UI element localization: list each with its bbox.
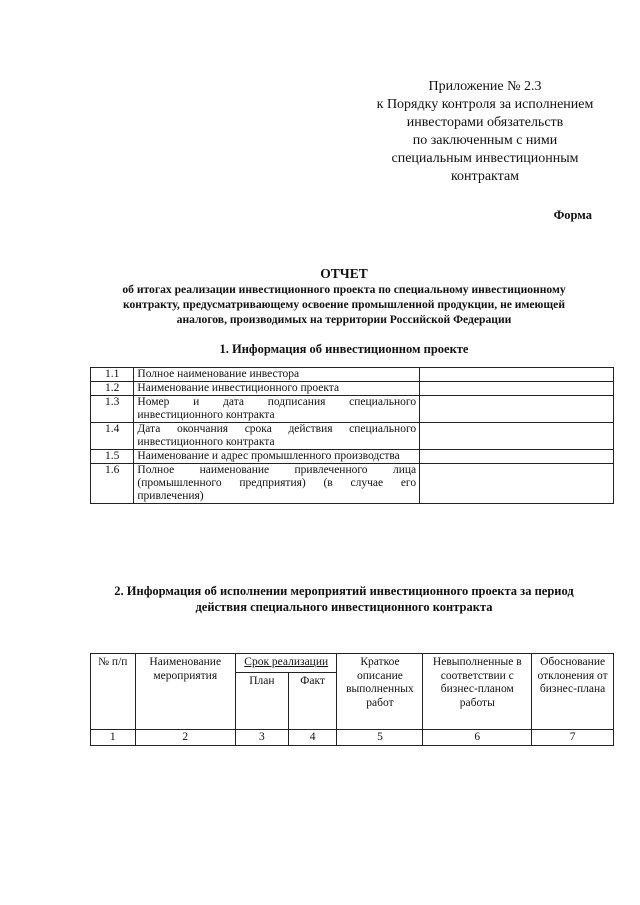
appendix-line: контрактам [450,169,520,184]
row-value-field[interactable] [420,450,614,464]
appendix-line: Приложение № 2.3 [428,79,542,94]
subtitle-line: контракту, предусматривающему освоение промышленной продукции, не имеющей [122,298,566,311]
row-value-field[interactable] [420,382,614,396]
row-value-field[interactable] [420,464,614,504]
table-row [91,396,614,423]
row-number: 1.3 [91,396,134,423]
section2-heading-line: 2. Информация об исполнении мероприятий инвестиционного проекта за период [114,584,574,598]
appendix-line: специальным инвестиционным [391,151,579,166]
col-header-justification: Обоснование отклонения от бизнес-плана [532,654,614,730]
section1-heading: 1. Информация об инвестиционном проекте [219,342,469,356]
row-number: 1.2 [91,382,134,396]
col-header-plan: План [235,672,288,729]
table-row [91,450,614,464]
column-number: 1 [91,729,136,746]
section2-heading [86,583,602,615]
row-value-field[interactable] [420,368,614,382]
col-header-num: № п/п [91,654,136,730]
row-label: Наименование инвестиционного проекта [134,382,420,396]
row-value-field[interactable] [420,423,614,450]
table-row [91,464,614,504]
form-label: Форма [553,208,592,222]
col-header-fact: Факт [288,672,337,729]
row-label: Дата окончания срока действия специального инвестиционного контракта [134,423,420,450]
col-header-description: Краткое описание выполненных работ [337,654,423,730]
column-number: 4 [288,729,337,746]
row-label: Полное наименование инвестора [134,368,420,382]
row-number: 1.6 [91,464,134,504]
row-number: 1.5 [91,450,134,464]
report-subtitle [86,282,602,327]
col-header-term [235,654,336,673]
term-label: Срок реализации [244,656,329,668]
table-row [91,382,614,396]
table-header-row [91,654,614,673]
col-header-unfulfilled: Невыполненные в соответствии с бизнес-планом работы [423,654,532,730]
column-number: 2 [135,729,235,746]
row-label: Номер и дата подписания специального инвестиционного контракта [134,396,420,423]
row-number: 1.4 [91,423,134,450]
report-title: ОТЧЕТ [320,266,368,281]
appendix-line: к Порядку контроля за исполнением [376,97,594,112]
row-value-field[interactable] [420,396,614,423]
appendix-line: инвесторами обязательств [406,115,564,130]
activities-table [90,653,614,746]
row-number: 1.1 [91,368,134,382]
column-number: 3 [235,729,288,746]
table-row [91,423,614,450]
column-number: 5 [337,729,423,746]
column-number: 6 [423,729,532,746]
column-numbers-row [91,729,614,746]
appendix-line: по заключенным с ними [412,133,558,148]
project-info-table [90,367,614,504]
row-label: Полное наименование привлеченного лица (промышленного предприятия) (в случае его привлечения) [134,464,420,504]
table-row [91,368,614,382]
subtitle-line: аналогов, производимых на территории Российской Федерации [176,313,512,326]
section2-heading-line: действия специального инвестиционного контракта [195,600,493,614]
subtitle-line: об итогах реализации инвестиционного проекта по специальному инвестиционному [122,283,566,296]
col-header-name: Наименование мероприятия [135,654,235,730]
appendix-header [350,78,620,186]
column-number: 7 [532,729,614,746]
row-label: Наименование и адрес промышленного производства [134,450,420,464]
